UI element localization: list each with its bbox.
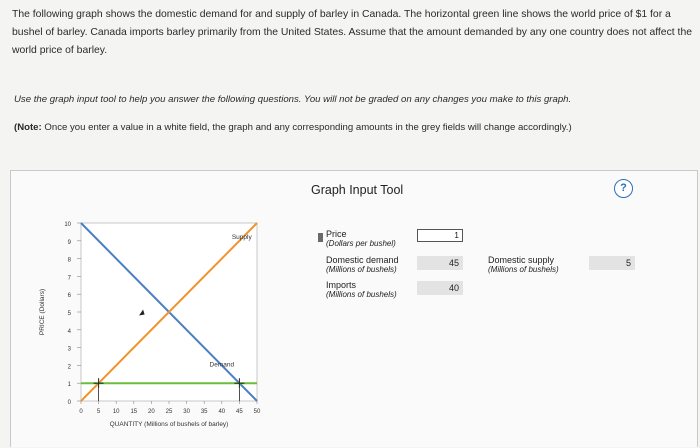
- y-tick-label: 2: [67, 364, 71, 371]
- y-tick-label: 0: [67, 400, 71, 406]
- help-icon[interactable]: ?: [614, 179, 633, 198]
- demand-label-group: [326, 255, 399, 275]
- instruction-hint: Use the graph input tool to help you answer the following questions. You will not be graded on any changes you make to this graph.: [14, 94, 572, 105]
- demand-series-label: Demand: [209, 361, 235, 369]
- y-tick-label: 1: [67, 382, 71, 389]
- y-tick-label: 5: [67, 311, 71, 317]
- x-tick-label: 0: [79, 409, 83, 415]
- x-tick-label: 40: [218, 409, 226, 415]
- graph-input-tool: [10, 170, 698, 447]
- price-marker-icon: [318, 233, 323, 242]
- y-tick-label: 8: [67, 257, 71, 264]
- x-tick-label: 15: [130, 409, 138, 415]
- supply-value: 5: [589, 256, 635, 270]
- imports-value: 40: [417, 281, 463, 295]
- x-tick-label: 20: [148, 409, 155, 415]
- imports-label: Imports: [326, 280, 357, 290]
- question-intro: The following graph shows the domestic demand for and supply of barley in Canada. The horizontal green line shows the world price of $1 for a bushel of barley. Canada imports barley primarily from the United States. Assume that the amount demanded by any one country does not affect the world price of barley.: [12, 9, 693, 56]
- x-axis-label: QUANTITY (Millions of bushels of barley): [109, 421, 229, 428]
- tool-title: Graph Input Tool: [311, 183, 404, 197]
- supply-sub: (Millions of bushels): [488, 265, 559, 274]
- note-body: Once you enter a value in a white field, the graph and any corresponding amounts in the grey fields will change accordingly.): [44, 122, 572, 133]
- supply-label-group: [488, 255, 559, 275]
- demand-sub: (Millions of bushels): [326, 265, 397, 274]
- imports-label-group: [326, 280, 397, 300]
- y-tick-label: 4: [67, 328, 71, 335]
- y-tick-label: 10: [64, 222, 71, 228]
- price-input[interactable]: 1: [417, 229, 463, 242]
- note-text: [14, 122, 572, 133]
- x-tick-label: 5: [96, 409, 101, 415]
- y-tick-label: 9: [67, 239, 71, 246]
- price-label-group: [326, 229, 396, 249]
- x-tick-label: 10: [112, 409, 120, 415]
- x-tick-label: 50: [253, 409, 261, 415]
- demand-value: 45: [417, 256, 463, 270]
- demand-label: Domestic demand: [326, 255, 399, 265]
- price-sub: (Dollars per bushel): [326, 239, 396, 248]
- note-label: (Note:: [14, 122, 42, 133]
- x-tick-label: 25: [165, 409, 173, 415]
- y-tick-label: 6: [67, 293, 71, 300]
- x-tick-label: 45: [236, 409, 243, 415]
- imports-sub: (Millions of bushels): [326, 290, 397, 299]
- supply-series-label: Supply: [231, 234, 252, 242]
- x-tick-label: 35: [200, 409, 208, 415]
- supply-label: Domestic supply: [488, 255, 555, 265]
- y-axis-label: PRICE (Dollars): [39, 288, 46, 336]
- supply-demand-graph[interactable]: [11, 171, 311, 448]
- x-tick-label: 30: [183, 409, 190, 415]
- price-label: Price: [326, 229, 347, 239]
- y-tick-label: 3: [67, 346, 71, 353]
- y-tick-label: 7: [67, 275, 71, 282]
